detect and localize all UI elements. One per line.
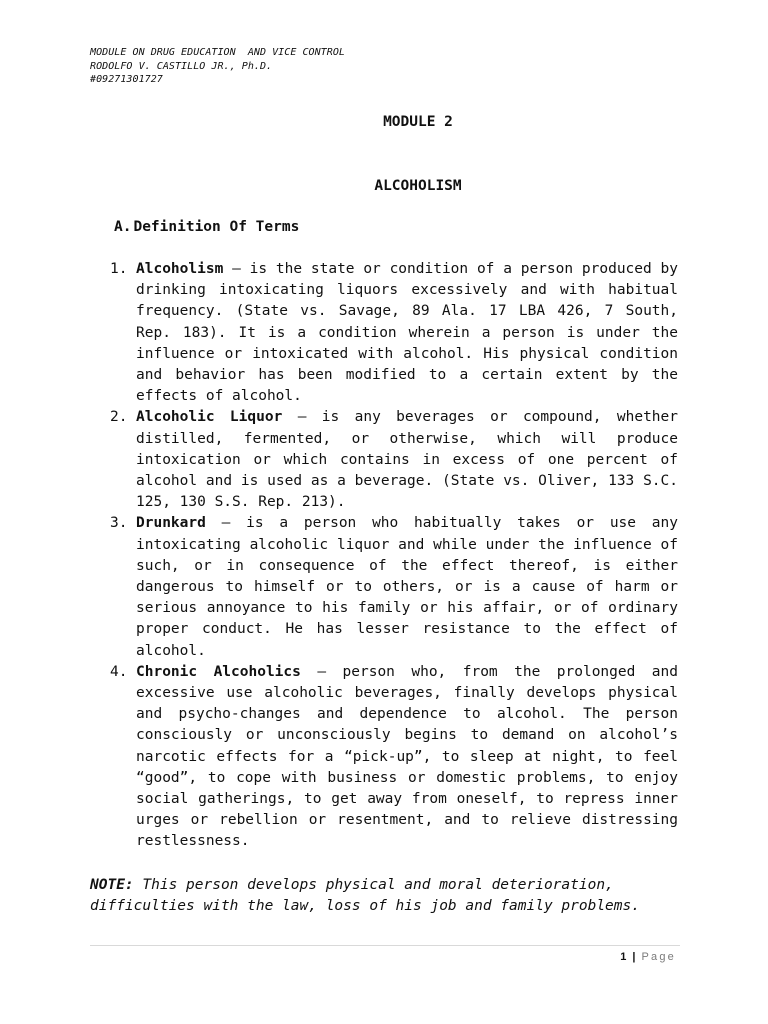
section-title: ALCOHOLISM [374, 178, 462, 194]
definition-item-alcoholism [110, 259, 678, 407]
definition-list [110, 259, 678, 853]
definition-number: 3. [110, 515, 128, 532]
definition-body [136, 259, 678, 407]
subheading-marker: A. [114, 219, 132, 235]
note-text: This person develops physical and moral deterioration, difficulties with the law, loss of his job and family problems. [90, 877, 640, 915]
definition-item-alcoholic-liquor [110, 407, 678, 513]
page-label: Page [641, 951, 676, 963]
header-course-title: MODULE ON DRUG EDUCATION AND VICE CONTROL [90, 47, 345, 58]
definition-body [136, 513, 678, 661]
definition-subheading [114, 218, 299, 236]
definition-item-drunkard [110, 513, 678, 661]
page-separator: | [632, 951, 636, 963]
header-phone-number: #09271301727 [90, 74, 163, 85]
definition-number: 4. [110, 663, 128, 680]
term-name: Alcoholism [136, 261, 224, 277]
definition-text: – is a person who habitually takes or use any intoxicating alcoholic liquor and while under the influence of such, or in consequence of the effect thereof, is either dangerous to himself or to others, or is a cause of harm or serious annoyance to his family or his affair, or of ordinary proper conduct. He has lesser resistance to the effect of alcohol. [136, 515, 678, 659]
definition-text: – person who, from the prolonged and excessive use alcoholic beverages, finally develops physical and psycho-changes and dependence to alcohol. The person consciously or unconsciously begins to demand on alcohol’s narcotic effects for a “pick-up”, to sleep at night, to feel “good”, to cope with business or domestic problems, to enjoy social gatherings, to get away from oneself, to repress inner urges or rebellion or resentment, and to relieve distressing restlessness. [136, 663, 678, 850]
definition-item-chronic-alcoholics [110, 662, 678, 853]
term-name: Alcoholic Liquor [136, 409, 283, 426]
definition-text: – is any beverages or compound, whether distilled, fermented, or otherwise, which will produce intoxication or which contains in excess of one percent of alcohol and is used as a beverage. (State vs. Oliver, 133 S.C. 125, 130 S.S. Rep. 213). [136, 409, 678, 511]
term-name: Drunkard [136, 515, 206, 532]
footer-divider [90, 945, 680, 946]
note-paragraph [90, 875, 680, 917]
definition-text: – is the state or condition of a person produced by drinking intoxicating liquors excessively and with habitual frequency. (State vs. Savage, 89 Ala. 17 LBA 426, 7 South, Rep. 183). It is a condition wherein a person is under the influence or intoxicated with alcohol. His physical condition and behavior has been modified to a certain extent by the effects of alcohol. [136, 261, 678, 405]
page-footer [620, 950, 676, 964]
header-author: RODOLFO V. CASTILLO JR., Ph.D. [90, 60, 273, 72]
definition-body [136, 407, 678, 513]
page-number: 1 [620, 951, 627, 963]
term-name: Chronic Alcoholics [136, 663, 301, 680]
module-title: MODULE 2 [383, 114, 453, 130]
definition-number: 2. [110, 409, 128, 426]
definition-body [136, 662, 678, 853]
note-label: NOTE: [90, 877, 134, 893]
subheading-text: Definition Of Terms [133, 219, 300, 235]
definition-number: 1. [110, 261, 128, 277]
document-header [90, 46, 345, 87]
